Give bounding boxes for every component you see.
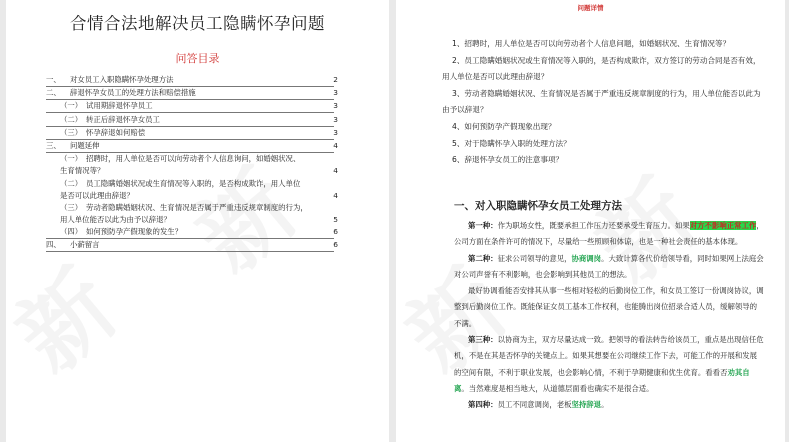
toc-row[interactable]: [46, 203, 334, 214]
toc-row[interactable]: [46, 127, 338, 140]
paragraph-text: 以协商为主，双方尽量达成一致。把领导的看法转告给该员工，重点是出现信任危机，不是在其是否怀孕的关键点上。如果其想要在公司继续工作下去，可能工作的开展和发展的空间有限，不利于职业发展，也会影响心情，不利于孕期健康和优生优育。看看否: [454, 335, 764, 377]
paragraph-lead: 第四种：: [468, 400, 498, 410]
toc-text: 如何预防孕产假现象的发生？: [86, 227, 183, 237]
table-of-contents: [46, 75, 338, 254]
toc-page-number: 3: [333, 114, 338, 124]
toc-text: 对女员工入职隐瞒怀孕处理方法: [70, 75, 174, 84]
highlighted-text: 协商调岗: [571, 253, 602, 263]
paragraph-lead: 第三种：: [468, 335, 498, 345]
document-page-2: [396, 0, 785, 442]
toc-number: （一）: [60, 101, 83, 111]
highlighted-text: 劝其自离: [454, 367, 750, 393]
paragraph-text: ，公司方面在条件许可的情况下，尽量给一些照顾和体谅，也是一种社会责任的基本体现。: [454, 221, 764, 247]
toc-text: 怀孕辞退如何赔偿: [86, 127, 146, 137]
toc-page-number: 4: [333, 166, 338, 176]
paragraph-text: 员工不同意调岗，老板: [497, 400, 572, 410]
toc-row[interactable]: [46, 114, 338, 127]
toc-page-number: 4: [333, 190, 338, 200]
toc-number: （三）: [60, 202, 83, 212]
toc-text: 劳动者隐瞒婚姻状况、生育情况是否属于严重违反规章制度的行为，: [86, 202, 308, 212]
toc-number: （四）: [60, 227, 83, 237]
toc-row[interactable]: [46, 179, 334, 190]
toc-text: 问题延伸: [70, 140, 100, 150]
paragraph-lead: 第一种：: [468, 221, 498, 230]
toc-page-number: 3: [333, 127, 338, 137]
toc-page-number: 3: [333, 88, 338, 98]
paragraph-text: 征求公司领导的意见，: [497, 253, 572, 263]
toc-page-number: 2: [333, 75, 338, 84]
highlighted-text: 坚持辞退: [571, 400, 602, 410]
toc-text: 员工隐瞒婚姻状况或生育情况等入职的，是否构成欺诈，用人单位: [86, 178, 301, 188]
paragraph: [454, 397, 764, 413]
question-item: 4、如何预防孕产假现象出现？: [452, 121, 556, 131]
toc-number: （一）: [60, 154, 83, 164]
toc-text: 小薪留言: [70, 240, 100, 250]
document-title: 合情合法地解决员工隐瞒怀孕问题: [70, 14, 325, 33]
toc-row[interactable]: [46, 240, 338, 252]
question-item: 5、对于隐瞒怀孕入职的处理方法？: [452, 138, 571, 148]
section-body: [454, 218, 764, 414]
toc-number: （二）: [60, 178, 83, 188]
paragraph: [454, 332, 764, 397]
toc-row[interactable]: [46, 140, 338, 153]
watermark: [6, 236, 140, 396]
toc-text: 转正后辞退怀孕女员工: [86, 114, 160, 124]
toc-number: （三）: [60, 127, 83, 137]
toc-row[interactable]: [46, 101, 338, 113]
toc-number: 一、: [46, 75, 61, 84]
question-item: 1、招聘时，用人单位是否可以向劳动者个人信息问题，如婚姻状况、生育情况等？: [452, 39, 731, 48]
question-item: 3、劳动者隐瞒婚姻状况、生育情况是否属于严重违反规章制度的行为，用人单位能否以此为由予以辞退？: [442, 88, 761, 115]
question-item: 2、员工隐瞒婚姻状况或生育情况等入职的，是否构成欺诈，双方签订的劳动合同是否有效，用人单位是否可以此理由辞退？: [442, 55, 761, 82]
toc-row[interactable]: [46, 215, 338, 226]
toc-row[interactable]: [46, 88, 338, 100]
toc-number: 二、: [46, 88, 61, 98]
toc-row[interactable]: [46, 166, 338, 177]
paragraph-text: 。当然难度是相当地大，从道德层面看也确实不是很合适。: [461, 383, 654, 393]
section-title: 一、对入职隐瞒怀孕女员工处理方法: [454, 200, 622, 212]
highlighted-text: 对方不影响正常工作: [689, 221, 757, 230]
toc-row[interactable]: [46, 75, 338, 87]
paragraph-text: 作为职场女性，既要承担工作压力还要承受生育压力。如果: [497, 221, 690, 230]
question-item: 6、辞退怀孕女员工的注意事项？: [452, 155, 564, 165]
document-page-1: [6, 0, 389, 442]
toc-row[interactable]: [46, 190, 338, 202]
toc-text: 用人单位能否以此为由予以辞退？: [60, 215, 171, 225]
toc-number: 四、: [46, 240, 61, 250]
toc-number: （二）: [60, 114, 83, 124]
toc-page-number: 4: [333, 140, 338, 150]
paragraph-lead: 第二种：: [468, 253, 498, 263]
toc-page-number: 6: [333, 240, 338, 250]
toc-page-number: 5: [333, 215, 338, 225]
toc-heading: 问答目录: [175, 52, 220, 65]
toc-text: 辞退怀孕女员工的处理方法和赔偿措施: [70, 88, 196, 98]
toc-text: 是否可以此理由辞退？: [60, 190, 134, 200]
question-list: [442, 36, 762, 169]
section-heading-details: 问题详情: [577, 4, 604, 12]
toc-text: 招聘时，用人单位是否可以向劳动者个人信息询问，如婚姻状况、: [86, 154, 301, 164]
paragraph-text: 。: [601, 400, 609, 410]
paragraph: [454, 251, 764, 284]
toc-row[interactable]: [46, 154, 334, 165]
toc-text: 试用期辞退怀孕员工: [86, 101, 153, 111]
toc-page-number: 6: [333, 227, 338, 237]
toc-row[interactable]: [46, 227, 338, 239]
paragraph: [454, 218, 764, 251]
paragraph: 最好协调看能否安排其从事一些相对轻松的后勤岗位工作，和女员工签订一份调岗协议，调整到后勤岗位工作。既能保证女员工基本工作权利，也能腾出岗位招录合适人员，缓解领导的不满。: [454, 286, 764, 328]
toc-number: 三、: [46, 140, 61, 150]
toc-text: 生育情况等？: [60, 166, 105, 176]
toc-page-number: 3: [333, 101, 338, 111]
paragraph-text: 。大致计算各代价给领导看，同时如果网上法庭会对公司声誉有不利影响，也会影响到其他员工的想法。: [454, 253, 764, 279]
